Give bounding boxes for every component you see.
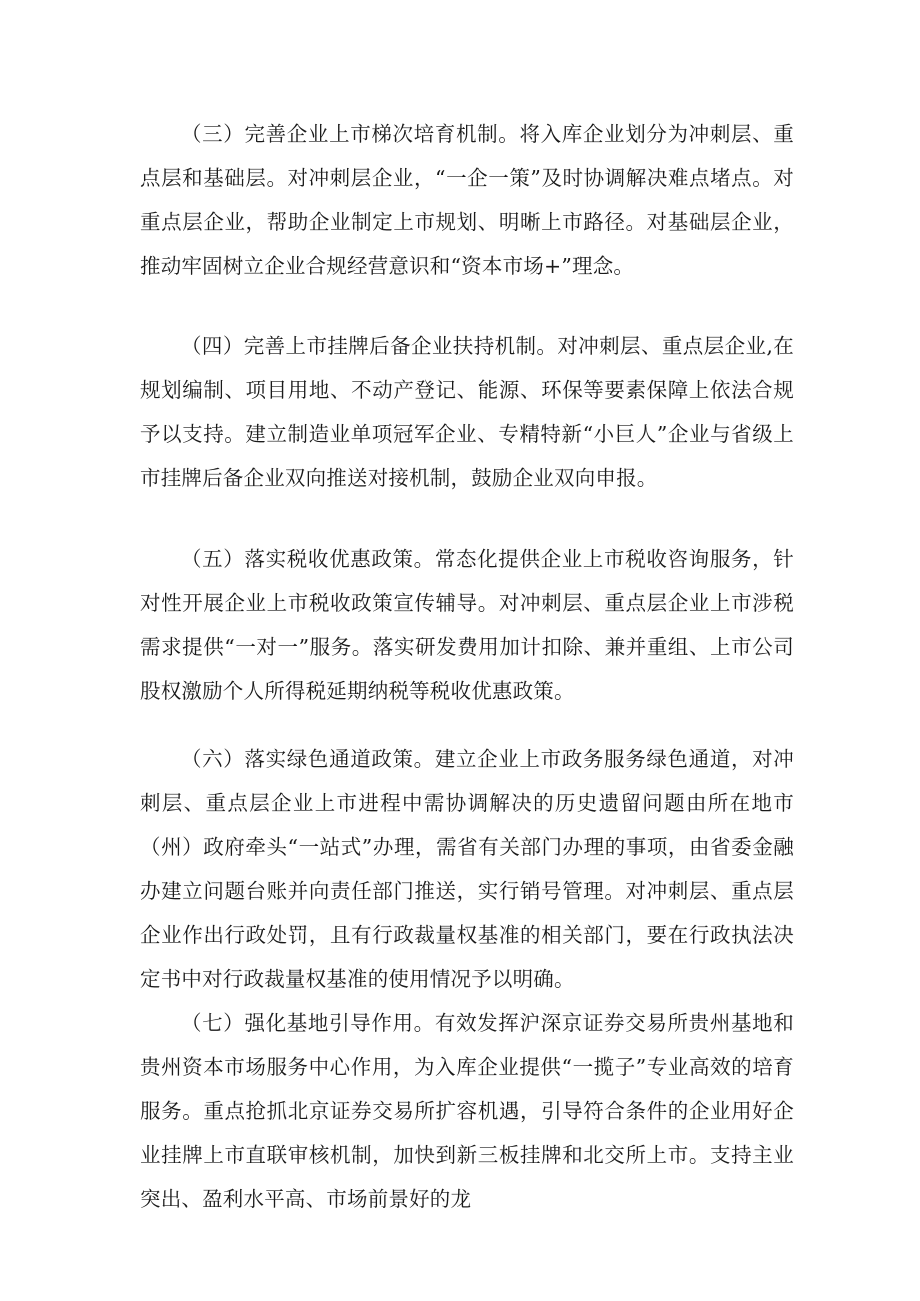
paragraph-3: （三）完善企业上市梯次培育机制。将入库企业划分为冲刺层、重点层和基础层。对冲刺层企业，“一企一策”及时协调解决难点堵点。对重点层企业，帮助企业制定上市规划、明晰上市路径。对基础层企业，推动牢固树立企业合规经营意识和“资本市场+”理念。 [140, 122, 794, 278]
paragraph-6: （六）落实绿色通道政策。建立企业上市政务服务绿色通道，对冲刺层、重点层企业上市进程中需协调解决的历史遗留问题由所在地市（州）政府牵头“一站式”办理，需省有关部门办理的事项，由省委金融办建立问题台账并向责任部门推送，实行销号管理。对冲刺层、重点层企业作出行政处罚，且有行政裁量权基准的相关部门，要在行政执法决定书中对行政裁量权基准的使用情况予以明确。 [140, 747, 794, 991]
paragraph-4: （四）完善上市挂牌后备企业扶持机制。对冲刺层、重点层企业,在规划编制、项目用地、不动产登记、能源、环保等要素保障上依法合规予以支持。建立制造业单项冠军企业、专精特新“小巨人”企业与省级上市挂牌后备企业双向推送对接机制，鼓励企业双向申报。 [140, 334, 794, 490]
paragraph-5: （五）落实税收优惠政策。常态化提供企业上市税收咨询服务，针对性开展企业上市税收政策宣传辅导。对冲刺层、重点层企业上市涉税需求提供“一对一”服务。落实研发费用加计扣除、兼并重组、上市公司股权激励个人所得税延期纳税等税收优惠政策。 [140, 547, 794, 703]
paragraph-7: （七）强化基地引导作用。有效发挥沪深京证券交易所贵州基地和贵州资本市场服务中心作用，为入库企业提供“一揽子”专业高效的培育服务。重点抢抓北京证券交易所扩容机遇，引导符合条件的企业用好企业挂牌上市直联审核机制，加快到新三板挂牌和北交所上市。支持主业突出、盈利水平高、市场前景好的龙 [140, 1011, 794, 1211]
